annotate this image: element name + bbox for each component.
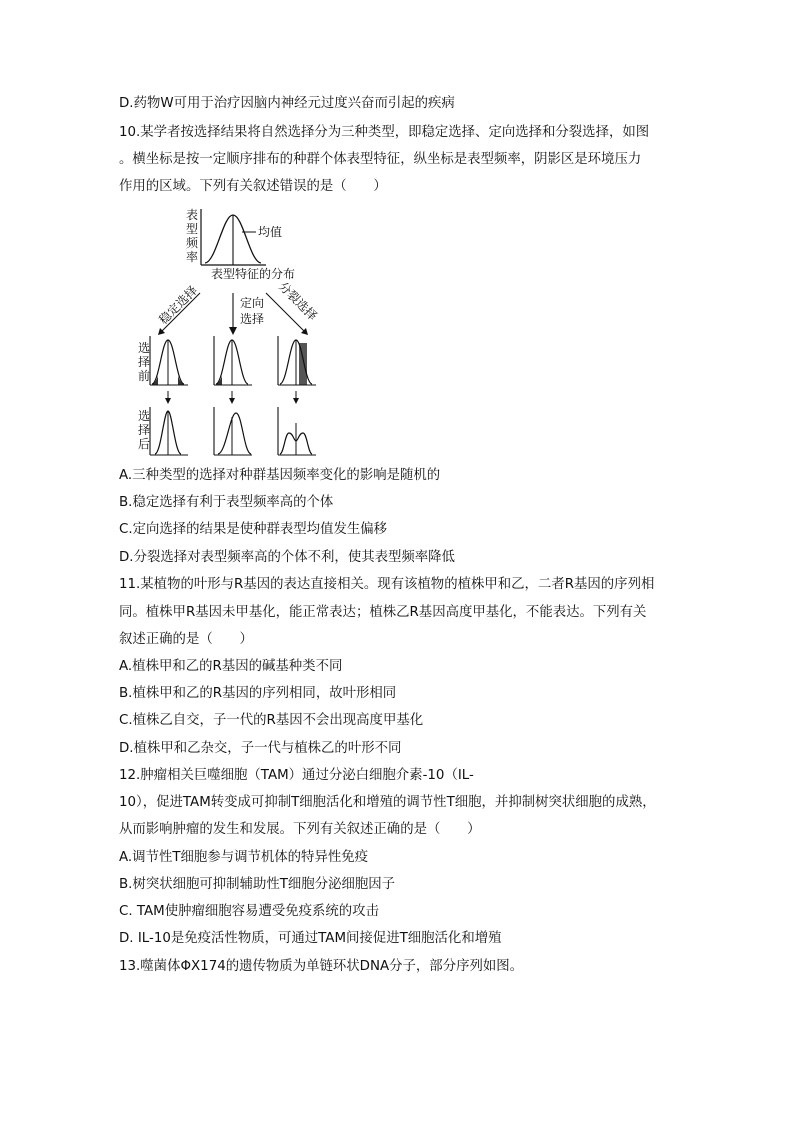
- mean-label: 均值: [258, 225, 283, 239]
- question-12-option-b: B.树突状细胞可抑制辅助性T细胞分泌细胞因子: [119, 877, 396, 892]
- directional-selection-label-2: 选择: [240, 312, 265, 326]
- question-11-option-d: D.植株甲和乙杂交，子一代与植株乙的叶形不同: [119, 741, 402, 756]
- top-ylabel-char: 表: [186, 208, 199, 222]
- natural-selection-diagram: [138, 205, 348, 461]
- after-stabilizing-panel: [150, 407, 188, 455]
- x-axis-label: 表型特征的分布: [211, 267, 296, 281]
- before-disruptive-panel: [278, 336, 316, 385]
- question-12-option-a: A.调节性T细胞参与调节机体的特异性免疫: [119, 850, 369, 865]
- question-10-option-c: C.定向选择的结果是使种群表型均值发生偏移: [119, 522, 388, 537]
- question-11-option-b: B.植株甲和乙的R基因的序列相同，故叶形相同: [119, 686, 397, 701]
- before-label-char: 选: [138, 341, 151, 355]
- question-12-option-c: C. TAM使肿瘤细胞容易遭受免疫系统的攻击: [119, 904, 379, 919]
- question-10-option-b: B.稳定选择有利于表型频率高的个体: [119, 495, 334, 510]
- before-label-char: 前: [138, 369, 151, 383]
- top-distribution-chart: [186, 208, 295, 281]
- question-10-stem-line-1: 10.某学者按选择结果将自然选择分为三种类型，即稳定选择、定向选择和分裂选择，如图: [119, 125, 650, 140]
- question-12-option-d: D. IL-10是免疫活性物质，可通过TAM间接促进T细胞活化和增殖: [119, 931, 502, 946]
- stabilizing-selection-label: 稳定选择: [156, 283, 201, 328]
- question-10-stem-line-2: 。横坐标是按一定顺序排布的种群个体表型特征，纵坐标是表型频率，阴影区是环境压力: [119, 152, 642, 167]
- before-directional-panel: [214, 336, 252, 385]
- question-12-stem-line-1: 12.肿瘤相关巨噬细胞（TAM）通过分泌白细胞介素-10（IL-: [119, 768, 474, 783]
- disruptive-selection-label: 分裂选择: [275, 279, 320, 324]
- top-ylabel-char: 型: [186, 222, 199, 236]
- question-10-option-a: A.三种类型的选择对种群基因频率变化的影响是随机的: [119, 468, 441, 483]
- question-13-stem: 13.噬菌体ΦX174的遗传物质为单链环状DNA分子，部分序列如图。: [119, 959, 524, 974]
- before-stabilizing-panel: [150, 336, 188, 385]
- question-11-option-a: A.植株甲和乙的R基因的碱基种类不同: [119, 659, 343, 674]
- down-arrows: [165, 391, 299, 404]
- after-directional-panel: [214, 407, 252, 455]
- before-label-char: 择: [138, 355, 151, 369]
- directional-selection-label-1: 定向: [240, 296, 265, 310]
- after-label-char: 择: [138, 423, 151, 437]
- question-10-stem-line-3: 作用的区域。下列有关叙述错误的是（ ）: [119, 179, 387, 194]
- after-label-char: 后: [138, 437, 151, 451]
- question-11-stem-line-3: 叙述正确的是（ ）: [119, 632, 253, 647]
- after-label-char: 选: [138, 409, 151, 423]
- question-11-option-c: C.植株乙自交，子一代的R基因不会出现高度甲基化: [119, 713, 424, 728]
- selection-type-labels: [156, 279, 321, 335]
- top-ylabel-char: 频: [186, 236, 199, 250]
- top-ylabel-char: 率: [186, 250, 199, 264]
- question-11-stem-line-1: 11.某植物的叶形与R基因的表达直接相关。现有该植物的植株甲和乙，二者R基因的序列相: [119, 577, 655, 592]
- question-10-option-d: D.分裂选择对表型频率高的个体不利，使其表型频率降低: [119, 550, 455, 565]
- question-12-stem-line-3: 从而影响肿瘤的发生和发展。下列有关叙述正确的是（ ）: [119, 822, 481, 837]
- question-9-option-d: D.药物W可用于治疗因脑内神经元过度兴奋而引起的疾病: [119, 96, 455, 111]
- after-disruptive-panel: [278, 407, 316, 455]
- question-11-stem-line-2: 同。植株甲R基因未甲基化，能正常表达；植株乙R基因高度甲基化，不能表达。下列有关: [119, 605, 647, 620]
- question-12-stem-line-2: 10），促进TAM转变成可抑制T细胞活化和增殖的调节性T细胞，并抑制树突状细胞的成熟，: [119, 795, 656, 810]
